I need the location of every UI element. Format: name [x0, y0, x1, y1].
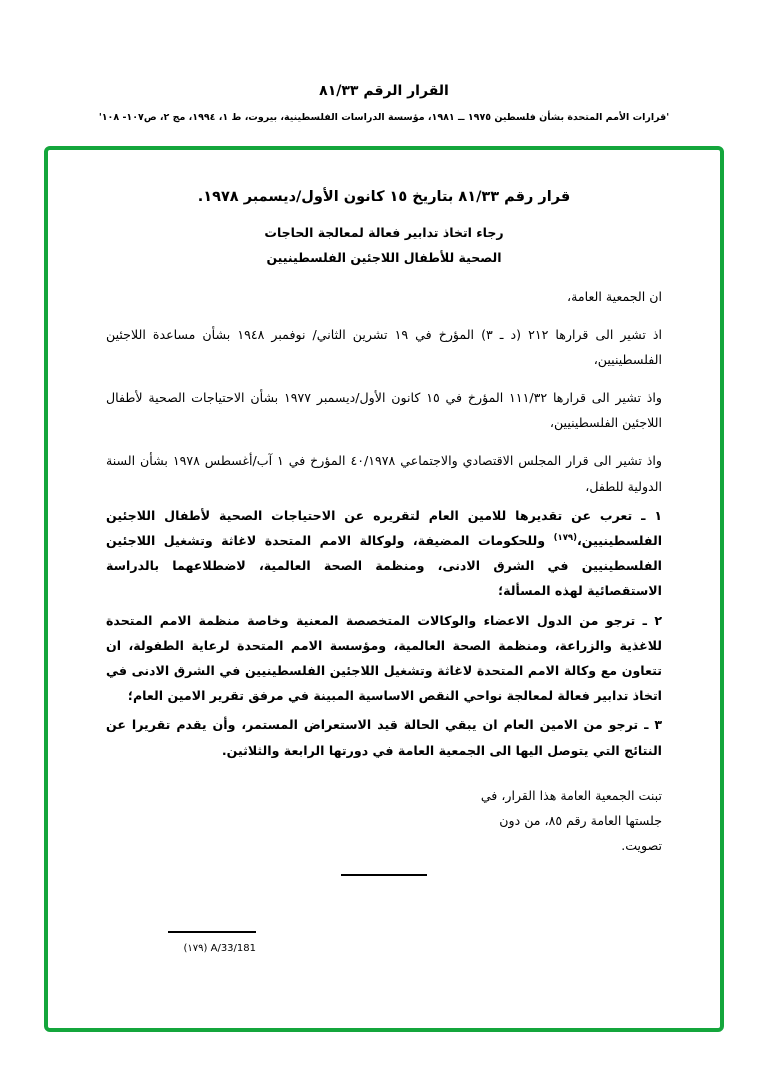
operative-item-1-text-a: ١ ـ تعرب عن تقديرها للامين العام لتقريره عن الاحتياجات الصحية لأطفال اللاجئين الفلسطينيين، [106, 507, 663, 549]
resolution-title: قرار رقم ٨١/٣٣ بتاريخ ١٥ كانون الأول/ديسمبر ١٩٧٨. [197, 189, 571, 205]
footnote-marker-179: (١٧٩) [553, 532, 577, 543]
source-citation: 'قرارات الأمم المتحدة بشأن فلسطين ١٩٧٥ ــ ١٩٨١، مؤسسة الدراسات الفلسطينية، بيروت، ط ١، ١٩٩٤، مج ٢، ص١٠٧- ١٠٨' [98, 111, 670, 123]
operative-item-1 [106, 503, 662, 604]
adoption-note-line-3: تصويت. [621, 838, 662, 854]
resolution-number: القرار الرقم ٨١/٣٣ [319, 83, 449, 99]
resolution-subtitle [106, 220, 662, 270]
horizontal-rule [341, 874, 427, 876]
preamble-clause-3: واذ تشير الى قرار المجلس الاقتصادي والاجتماعي ٤٠/١٩٧٨ المؤرخ في ١ آب/أغسطس ١٩٧٨ بشأن السنة الدولية للطفل، [106, 453, 662, 494]
resolution-body [106, 284, 662, 763]
operative-item-3: ٣ ـ ترجو من الامين العام ان يبقي الحالة قيد الاستعراض المستمر، وأن يقدم تقريرا عن النتائج التي يتوصل اليها الى الجمعية العامة في دورتها الرابعة والثلاثين. [106, 717, 662, 758]
subtitle-line-2: الصحية للأطفال اللاجئين الفلسطينيين [266, 249, 502, 265]
adoption-note-line-2: جلستها العامة رقم ٨٥، من دون [499, 812, 662, 828]
document-header [0, 0, 768, 123]
footnote-reference: A/33/181 (١٧٩) [183, 943, 256, 954]
footnote-block [106, 931, 256, 954]
operative-item-2: ٢ ـ ترجو من الدول الاعضاء والوكالات المتخصصة المعنية وخاصة منظمة الامم المتحدة للاغذية والزراعة، ومنظمة الصحة العالمية، ومؤسسة الامم المتحدة لرعاية الطفولة، ان تتعاون مع وكالة الامم المتحدة لاغاثة وتشغيل اللاجئين الفلسطينيين في الشرق الادنى في اتخاذ تدابير فعالة لمعالجة نواحي النقص الاساسية المبينة في مرفق تقرير الامين العام؛ [106, 612, 662, 704]
footnote-rule [168, 931, 256, 933]
preamble-clause-1: اذ تشير الى قرارها ٢١٢ (د ـ ٣) المؤرخ في ١٩ تشرين الثاني/ نوفمبر ١٩٤٨ بشأن مساعدة اللاجئين الفلسطينيين، [106, 326, 662, 367]
preamble-opening: ان الجمعية العامة، [567, 288, 662, 304]
adoption-note-line-1: تبنت الجمعية العامة هذا القرار، في [480, 787, 662, 803]
preamble-clause-2: واذ تشير الى قرارها ١١١/٣٢ المؤرخ في ١٥ كانون الأول/ديسمبر ١٩٧٧ بشأن الاحتياجات الصحية لأطفال اللاجئين الفلسطينيين، [106, 390, 662, 431]
subtitle-line-1: رجاء اتخاذ تدابير فعالة لمعالجة الحاجات [264, 224, 504, 240]
adoption-note [106, 783, 662, 859]
frame-content [48, 150, 720, 1028]
operative-item-1-text-b: وللحكومات المضيفة، ولوكالة الامم المتحدة لاغاثة وتشغيل اللاجئين الفلسطينيين في الشرق الادنى، ومنظمة الصحة العالمية، لاضطلاعهما بالدراسة الاستقصائية لهذه المسألة؛ [106, 533, 662, 599]
green-bordered-frame [44, 146, 724, 1032]
